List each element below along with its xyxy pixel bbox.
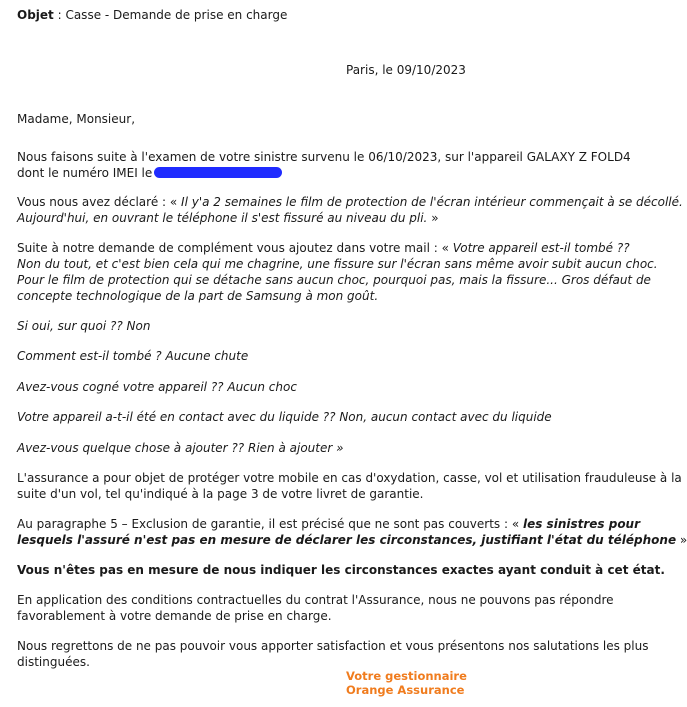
qa-line: Avez-vous quelque chose à ajouter ?? Rien à ajouter » xyxy=(17,441,344,455)
paragraph-7-line-1: En application des conditions contractuelles du contrat l'Assurance, nous ne pouvons pas répondre xyxy=(17,593,614,607)
exclusion-close: » xyxy=(676,533,687,547)
declaration-quote-2: Aujourd'hui, en ouvrant le téléphone il s'est fissuré au niveau du pli. xyxy=(17,211,428,225)
subject-line xyxy=(17,7,287,23)
date-line: Paris, le 09/10/2023 xyxy=(346,63,466,77)
signature-line-1: Votre gestionnaire xyxy=(346,669,467,683)
declaration-quote-1: Il y'a 2 semaines le film de protection de l'écran intérieur commençait à se décollé. xyxy=(181,195,683,209)
complement-quote-1: Votre appareil est-il tombé ?? xyxy=(452,241,630,255)
paragraph-8-line-2: distinguées. xyxy=(17,655,90,669)
paragraph-3-line-3: Pour le film de protection qui se détache sans aucun choc, pourquoi pas, mais la fissure... Gros défaut de xyxy=(17,273,651,287)
exclusion-quote-1: les sinistres pour xyxy=(522,517,641,531)
declaration-close: » xyxy=(427,211,439,225)
qa-line: Votre appareil a-t-il été en contact avec du liquide ?? Non, aucun contact avec du liquide xyxy=(17,410,552,424)
paragraph-2-line-1 xyxy=(17,194,683,210)
paragraph-5-line-1 xyxy=(17,516,640,532)
qa-line: Comment est-il tombé ? Aucune chute xyxy=(17,349,249,363)
complement-prefix: Suite à notre demande de complément vous ajoutez dans votre mail : « xyxy=(17,241,453,255)
salutation: Madame, Monsieur, xyxy=(17,112,136,126)
paragraph-8-line-1: Nous regrettons de ne pas pouvoir vous apporter satisfaction et vous présentons nos salutations les plus xyxy=(17,639,649,653)
signature-line-2: Orange Assurance xyxy=(346,683,465,697)
paragraph-7-line-2: favorablement à votre demande de prise en charge. xyxy=(17,609,332,623)
paragraph-3-line-4: concepte technologique de la part de Samsung à mon goût. xyxy=(17,289,379,303)
paragraph-5-line-2 xyxy=(17,532,687,548)
paragraph-1-line-1: Nous faisons suite à l'examen de votre sinistre survenu le 06/10/2023, sur l'appareil GALAXY Z FOLD4 xyxy=(17,150,631,164)
qa-line: Si oui, sur quoi ?? Non xyxy=(17,319,151,333)
paragraph-3-line-1 xyxy=(17,240,630,256)
imei-redaction xyxy=(154,167,282,178)
subject-label: Objet xyxy=(17,8,54,22)
paragraph-1-line-2 xyxy=(17,165,282,181)
imei-label: dont le numéro IMEI le xyxy=(17,166,153,180)
paragraph-4-line-1: L'assurance a pour objet de protéger votre mobile en cas d'oxydation, casse, vol et utilisation frauduleuse à la xyxy=(17,471,682,485)
qa-line: Avez-vous cogné votre appareil ?? Aucun choc xyxy=(17,380,297,394)
paragraph-2-line-2 xyxy=(17,210,439,226)
paragraph-3-line-2: Non du tout, et c'est bien cela qui me chagrine, une fissure sur l'écran sans même avoir subit aucun choc. xyxy=(17,257,658,271)
exclusion-prefix: Au paragraphe 5 – Exclusion de garantie, il est précisé que ne sont pas couverts : « xyxy=(17,517,523,531)
paragraph-4-line-2: suite d'un vol, tel qu'indiqué à la page 3 de votre livret de garantie. xyxy=(17,487,424,501)
paragraph-6: Vous n'êtes pas en mesure de nous indiquer les circonstances exactes ayant conduit à cet état. xyxy=(17,563,665,577)
exclusion-quote-2: lesquels l'assuré n'est pas en mesure de déclarer les circonstances, justifiant l'état du téléphone xyxy=(17,533,677,547)
declaration-prefix: Vous nous avez déclaré : « xyxy=(17,195,182,209)
subject-text: : Casse - Demande de prise en charge xyxy=(53,8,288,22)
